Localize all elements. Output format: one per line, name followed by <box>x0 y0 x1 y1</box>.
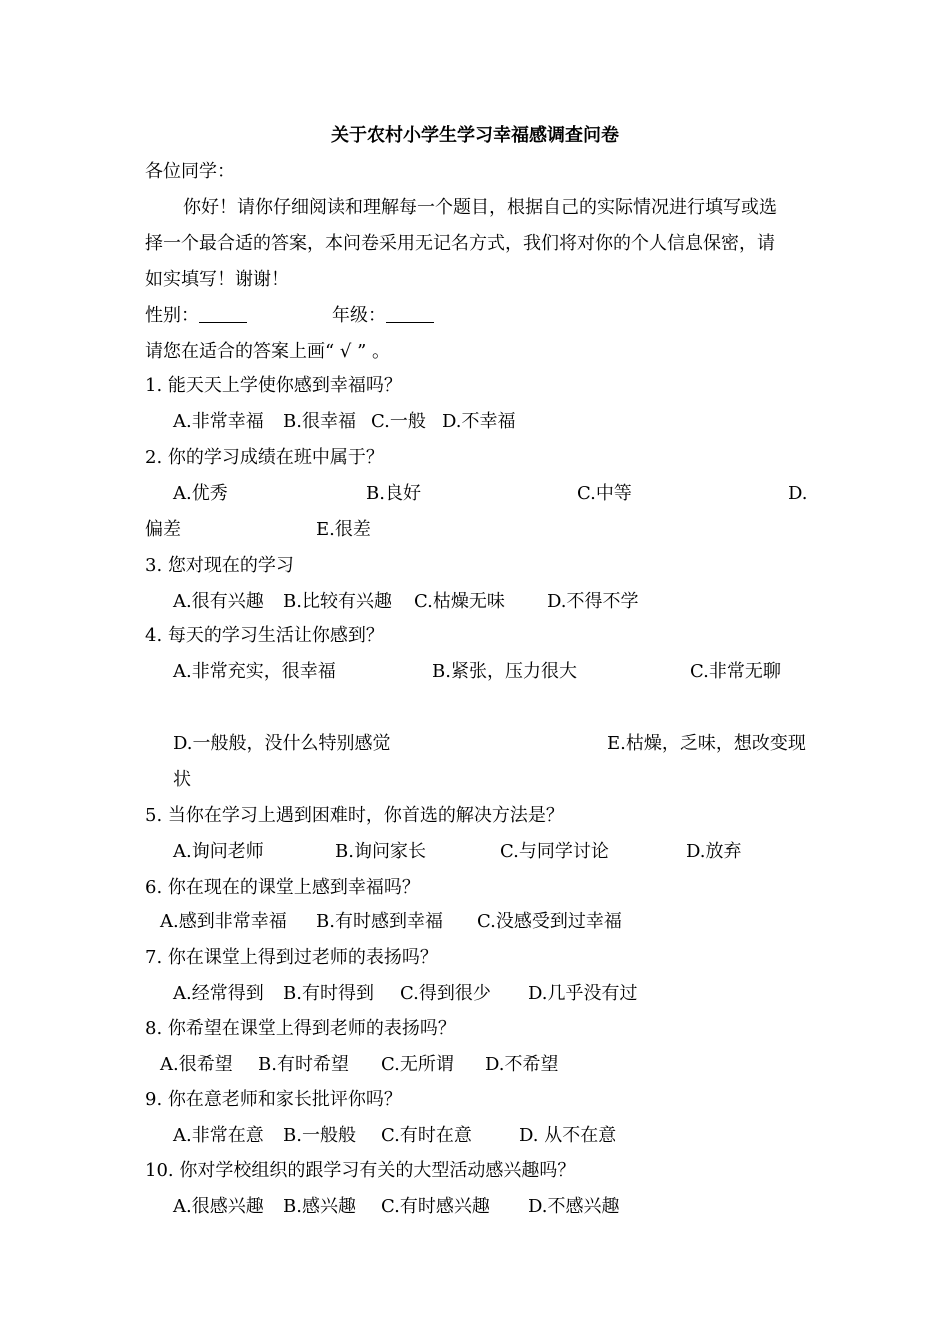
question-3-options <box>0 590 950 614</box>
option[interactable]: A.询问老师 <box>173 841 264 862</box>
gender-label: 性别： <box>145 305 199 326</box>
grade-blank[interactable] <box>386 304 434 323</box>
option[interactable]: C.中等 <box>577 483 632 504</box>
question-7-options <box>0 982 950 1006</box>
question-4-options-cont <box>0 732 950 756</box>
option[interactable]: D.几乎没有过 <box>528 983 638 1004</box>
option[interactable]: C.枯燥无味 <box>414 591 505 612</box>
document-title: 关于农村小学生学习幸福感调查问卷 <box>331 125 619 146</box>
question-2-options <box>0 482 950 506</box>
option[interactable]: D.不得不学 <box>547 591 639 612</box>
question-10: 10. 你对学校组织的跟学习有关的大型活动感兴趣吗？ <box>145 1160 576 1181</box>
grade-field <box>332 304 434 328</box>
question-4-options <box>0 660 950 684</box>
option[interactable]: D. 从不在意 <box>519 1125 617 1146</box>
question-2-options-cont <box>0 518 950 542</box>
option[interactable]: 偏差 <box>145 519 181 540</box>
option[interactable]: B.紧张，压力很大 <box>432 661 577 682</box>
option[interactable]: C.与同学讨论 <box>500 841 609 862</box>
question-10-options <box>0 1195 950 1219</box>
option[interactable]: B.良好 <box>366 483 421 504</box>
option[interactable]: B.一般般 <box>283 1125 356 1146</box>
option[interactable]: E.很差 <box>316 519 371 540</box>
intro-line-3: 如实填写！谢谢！ <box>145 269 289 290</box>
option[interactable]: B.有时希望 <box>258 1054 349 1075</box>
intro-line-1: 你好！请你仔细阅读和理解每一个题目，根据自己的实际情况进行填写或选 <box>183 197 777 218</box>
gender-blank[interactable] <box>199 304 247 323</box>
option[interactable]: A.优秀 <box>173 483 228 504</box>
question-7: 7. 你在课堂上得到过老师的表扬吗？ <box>145 947 438 968</box>
option[interactable]: D. <box>788 483 808 504</box>
option[interactable]: E.枯燥，乏味，想改变现 <box>607 733 806 754</box>
option-wrap: 状 <box>173 769 191 790</box>
option[interactable]: A.非常在意 <box>173 1125 264 1146</box>
option[interactable]: A.非常幸福 <box>173 411 264 432</box>
question-1: 1. 能天天上学使你感到幸福吗？ <box>145 375 402 396</box>
option[interactable]: B.很幸福 <box>283 411 356 432</box>
question-6-options <box>0 910 950 934</box>
question-5-options <box>0 840 950 864</box>
option[interactable]: C.得到很少 <box>400 983 491 1004</box>
option[interactable]: C.有时感兴趣 <box>381 1196 490 1217</box>
option[interactable]: D.不希望 <box>485 1054 559 1075</box>
option[interactable]: B.有时得到 <box>283 983 374 1004</box>
option[interactable]: B.感兴趣 <box>283 1196 356 1217</box>
option[interactable]: C.非常无聊 <box>690 661 781 682</box>
option[interactable]: D.不感兴趣 <box>528 1196 620 1217</box>
question-5: 5. 当你在学习上遇到困难时，你首选的解决方法是？ <box>145 805 564 826</box>
option[interactable]: A.非常充实，很幸福 <box>173 661 336 682</box>
option[interactable]: C.没感受到过幸福 <box>477 911 622 932</box>
question-9: 9. 你在意老师和家长批评你吗？ <box>145 1089 402 1110</box>
question-8-options <box>0 1053 950 1077</box>
instruction: 请您在适合的答案上画“ √ ” 。 <box>145 341 391 362</box>
grade-label: 年级： <box>332 305 386 326</box>
option[interactable]: D.一般般，没什么特别感觉 <box>173 733 391 754</box>
question-8: 8. 你希望在课堂上得到老师的表扬吗？ <box>145 1018 456 1039</box>
option[interactable]: D.放弃 <box>686 841 742 862</box>
question-6: 6. 你在现在的课堂上感到幸福吗？ <box>145 877 420 898</box>
option[interactable]: A.感到非常幸福 <box>160 911 287 932</box>
gender-field <box>145 304 247 328</box>
option[interactable]: B.询问家长 <box>335 841 426 862</box>
greeting: 各位同学： <box>145 161 235 182</box>
option[interactable]: A.很希望 <box>160 1054 233 1075</box>
option[interactable]: B.有时感到幸福 <box>316 911 443 932</box>
question-3: 3. 您对现在的学习 <box>145 555 294 576</box>
question-2: 2. 你的学习成绩在班中属于？ <box>145 447 384 468</box>
question-9-options <box>0 1124 950 1148</box>
option[interactable]: A.很有兴趣 <box>173 591 264 612</box>
question-1-options <box>0 410 950 434</box>
option[interactable]: A.经常得到 <box>173 983 264 1004</box>
question-4: 4. 每天的学习生活让你感到？ <box>145 625 384 646</box>
intro-line-2: 择一个最合适的答案，本问卷采用无记名方式，我们将对你的个人信息保密，请 <box>145 233 775 254</box>
option[interactable]: B.比较有兴趣 <box>283 591 392 612</box>
option[interactable]: C.一般 <box>371 411 426 432</box>
option[interactable]: C.无所谓 <box>381 1054 454 1075</box>
option[interactable]: D.不幸福 <box>442 411 516 432</box>
option[interactable]: A.很感兴趣 <box>173 1196 264 1217</box>
option[interactable]: C.有时在意 <box>381 1125 472 1146</box>
